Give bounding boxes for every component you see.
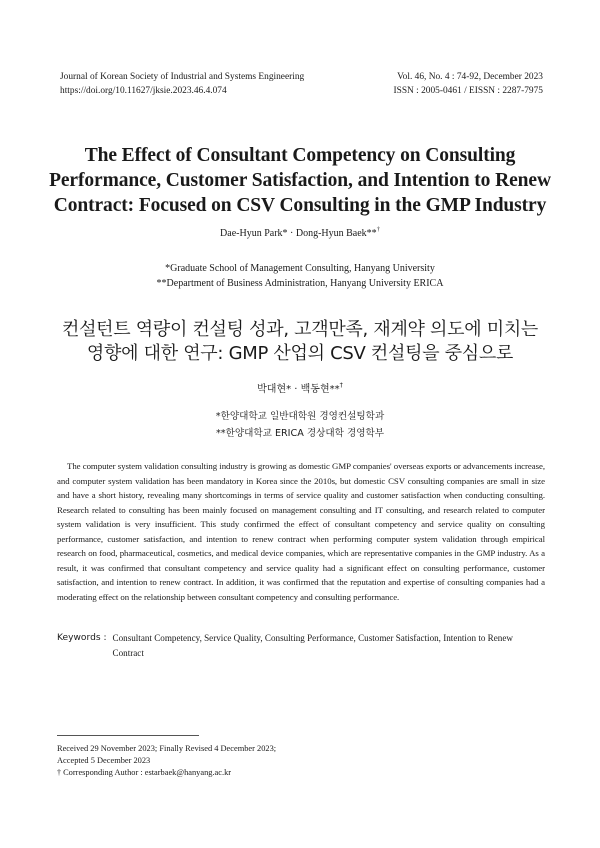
english-author-names: Dae-Hyun Park* · Dong-Hyun Baek** [220, 228, 377, 239]
keywords-label: Keywords : [57, 633, 107, 643]
korean-affiliations [0, 408, 600, 442]
affiliation-line: **Department of Business Administration, Hanyang University ERICA [156, 278, 444, 289]
corresponding-author [57, 767, 276, 779]
english-authors [0, 228, 600, 239]
english-title-line: Contract: Focused on CSV Consulting in the GMP Industry [53, 195, 547, 216]
running-header-left [60, 70, 304, 98]
dagger-mark: † [57, 768, 61, 778]
affiliation-line: *한양대학교 일반대학원 경영컨설팅학과 [215, 411, 385, 422]
korean-authors [0, 380, 600, 395]
received-date: Received 29 November 2023; Finally Revised 4 December 2023; [57, 744, 277, 753]
english-affiliations [0, 261, 600, 291]
journal-name: Journal of Korean Society of Industrial and Systems Engineering [60, 72, 305, 82]
korean-title-line: 영향에 대한 연구: GMP 산업의 CSV 컨설팅을 중심으로 [86, 343, 514, 364]
keywords [57, 631, 545, 660]
accepted-date: Accepted 5 December 2023 [57, 756, 151, 766]
affiliation-line: **한양대학교 ERICA 경상대학 경영학부 [215, 428, 385, 439]
affiliation-line: *Graduate School of Management Consulting, Hanyang University [165, 263, 435, 274]
issn-info: ISSN : 2005-0461 / EISSN : 2287-7975 [393, 86, 543, 96]
korean-author-names: 박대현* · 백동현** [257, 384, 340, 395]
doi-link[interactable]: https://doi.org/10.11627/jksie.2023.46.4.074 [60, 86, 227, 96]
corresponding-mark: † [376, 226, 380, 233]
running-header-right [394, 70, 544, 98]
abstract-paragraph: The computer system validation consulting industry is growing as domestic GMP companies' overseas exports or advancements increase, and computer system validation has been mandatory in Korea since the 2010s, but domestic CSV consulting companies are small in size and have a short history, revealing many shortcomings in terms of service quality and customer satisfaction when conducting consulting. Research related to consulting has been mainly focused on management consulting and IT consulting, and research related to computer system validation is very insufficient. This study confirmed the effect of consultant competency and service quality on consulting performance, customer satisfaction, and intention to renew contract when performing computer system validation through empirical research on food, pharmaceutical, cosmetics, and medical device companies, which are representative companies in the GMP industry. As a result, it was confirmed that consultant competency and service quality had a significant effect on consulting performance, customer satisfaction, and intention to renew contract. In addition, it was confirmed that the reputation and expertise of consulting companies had a moderating effect on the relationship between consultant competency and consulting performance. [57, 461, 545, 602]
english-title [40, 143, 560, 218]
korean-title [40, 318, 560, 366]
english-title-line: The Effect of Consultant Competency on Consulting [84, 145, 516, 166]
english-title-line: Performance, Customer Satisfaction, and Intention to Renew [49, 170, 551, 191]
volume-info: Vol. 46, No. 4 : 74-92, December 2023 [397, 72, 543, 82]
footnotes [57, 743, 276, 780]
korean-title-line: 컨설턴트 역량이 컨설팅 성과, 고객만족, 재계약 의도에 미치는 [62, 319, 538, 340]
keywords-value: Consultant Competency, Service Quality, Consulting Performance, Customer Satisfaction, Intention to Renew Contract [112, 633, 513, 658]
corresponding-author-email: Corresponding Author : estarbaek@hanyang.ac.kr [63, 768, 232, 778]
footnote-divider [57, 735, 199, 736]
corresponding-mark: † [339, 381, 343, 389]
